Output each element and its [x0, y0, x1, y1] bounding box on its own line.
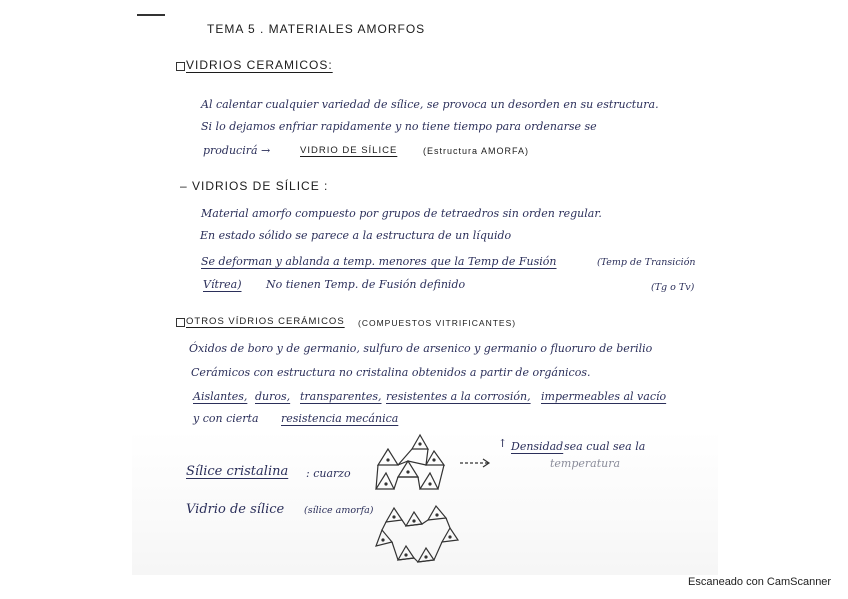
section3-heading-note: (COMPUESTOS VITRIFICANTES)	[358, 318, 517, 328]
crystal-structure-sketch	[372, 433, 452, 495]
amorphous-structure-sketch	[374, 500, 460, 576]
section2-transition-text: (Temp de Transición	[597, 257, 696, 268]
section3-prop-2: duros,	[255, 390, 291, 403]
section3-prop-3: transparentes,	[300, 390, 382, 403]
section1-result-term: VIDRIO DE SÍLICE	[300, 145, 398, 156]
section3-heading: OTROS VÍDRIOS CERÁMICOS	[186, 316, 345, 327]
section3-line-2: Cerámicos con estructura no cristalina obtenidos a partir de orgánicos.	[191, 366, 591, 379]
section2-vitrea: Vítrea)	[203, 278, 242, 291]
section2-tg: (Tg o Tv)	[651, 282, 695, 293]
section2-heading: – VIDRIOS DE SÍLICE :	[180, 179, 329, 193]
section1-line-3: producirá →	[203, 144, 271, 157]
section1-heading: VIDRIOS CERAMICOS:	[186, 58, 333, 72]
section1-result-note: (Estructura AMORFA)	[423, 146, 530, 156]
glass-label: Vidrio de sílice	[186, 502, 285, 517]
corner-mark	[137, 14, 165, 16]
arrow-icon	[458, 456, 492, 470]
section2-no-fusion: No tienen Temp. de Fusión definido	[266, 278, 466, 291]
density-arrow-icon: ↑	[498, 437, 508, 450]
page-title: TEMA 5 . MATERIALES AMORFOS	[207, 22, 426, 36]
glass-note: (sílice amorfa)	[304, 505, 374, 516]
section3-line-1: Óxidos de boro y de germanio, sulfuro de arsenico y germanio o fluoruro de berilio	[189, 342, 653, 355]
density-term: Densidad	[511, 440, 564, 453]
crystal-label: Sílice cristalina	[186, 464, 289, 479]
section3-last-term: resistencia mecánica	[281, 412, 399, 425]
bullet-check-icon	[176, 62, 185, 71]
section3-prop-5: impermeables al vacío	[541, 390, 667, 403]
section3-last-prefix: y con cierta	[193, 412, 259, 425]
section1-line-2: Si lo dejamos enfriar rapidamente y no tiene tiempo para ordenarse se	[201, 120, 597, 133]
section2-deform-text: Se deforman y ablanda a temp. menores que la Temp de Fusión	[201, 255, 557, 268]
bullet-check-icon	[176, 318, 185, 327]
crystal-note: : cuarzo	[306, 467, 351, 480]
density-text: sea cual sea la	[564, 440, 646, 453]
section3-prop-4: resistentes a la corrosión,	[386, 390, 531, 403]
section3-prop-1: Aislantes,	[193, 390, 248, 403]
section2-line-2: En estado sólido se parece a la estructura de un líquido	[200, 229, 512, 242]
scanner-footer: Escaneado con CamScanner	[688, 576, 832, 588]
density-text-2: temperatura	[550, 457, 621, 470]
section2-line-1: Material amorfo compuesto por grupos de tetraedros sin orden regular.	[201, 207, 602, 220]
section1-line-1: Al calentar cualquier variedad de sílice, se provoca un desorden en su estructura.	[201, 98, 659, 111]
